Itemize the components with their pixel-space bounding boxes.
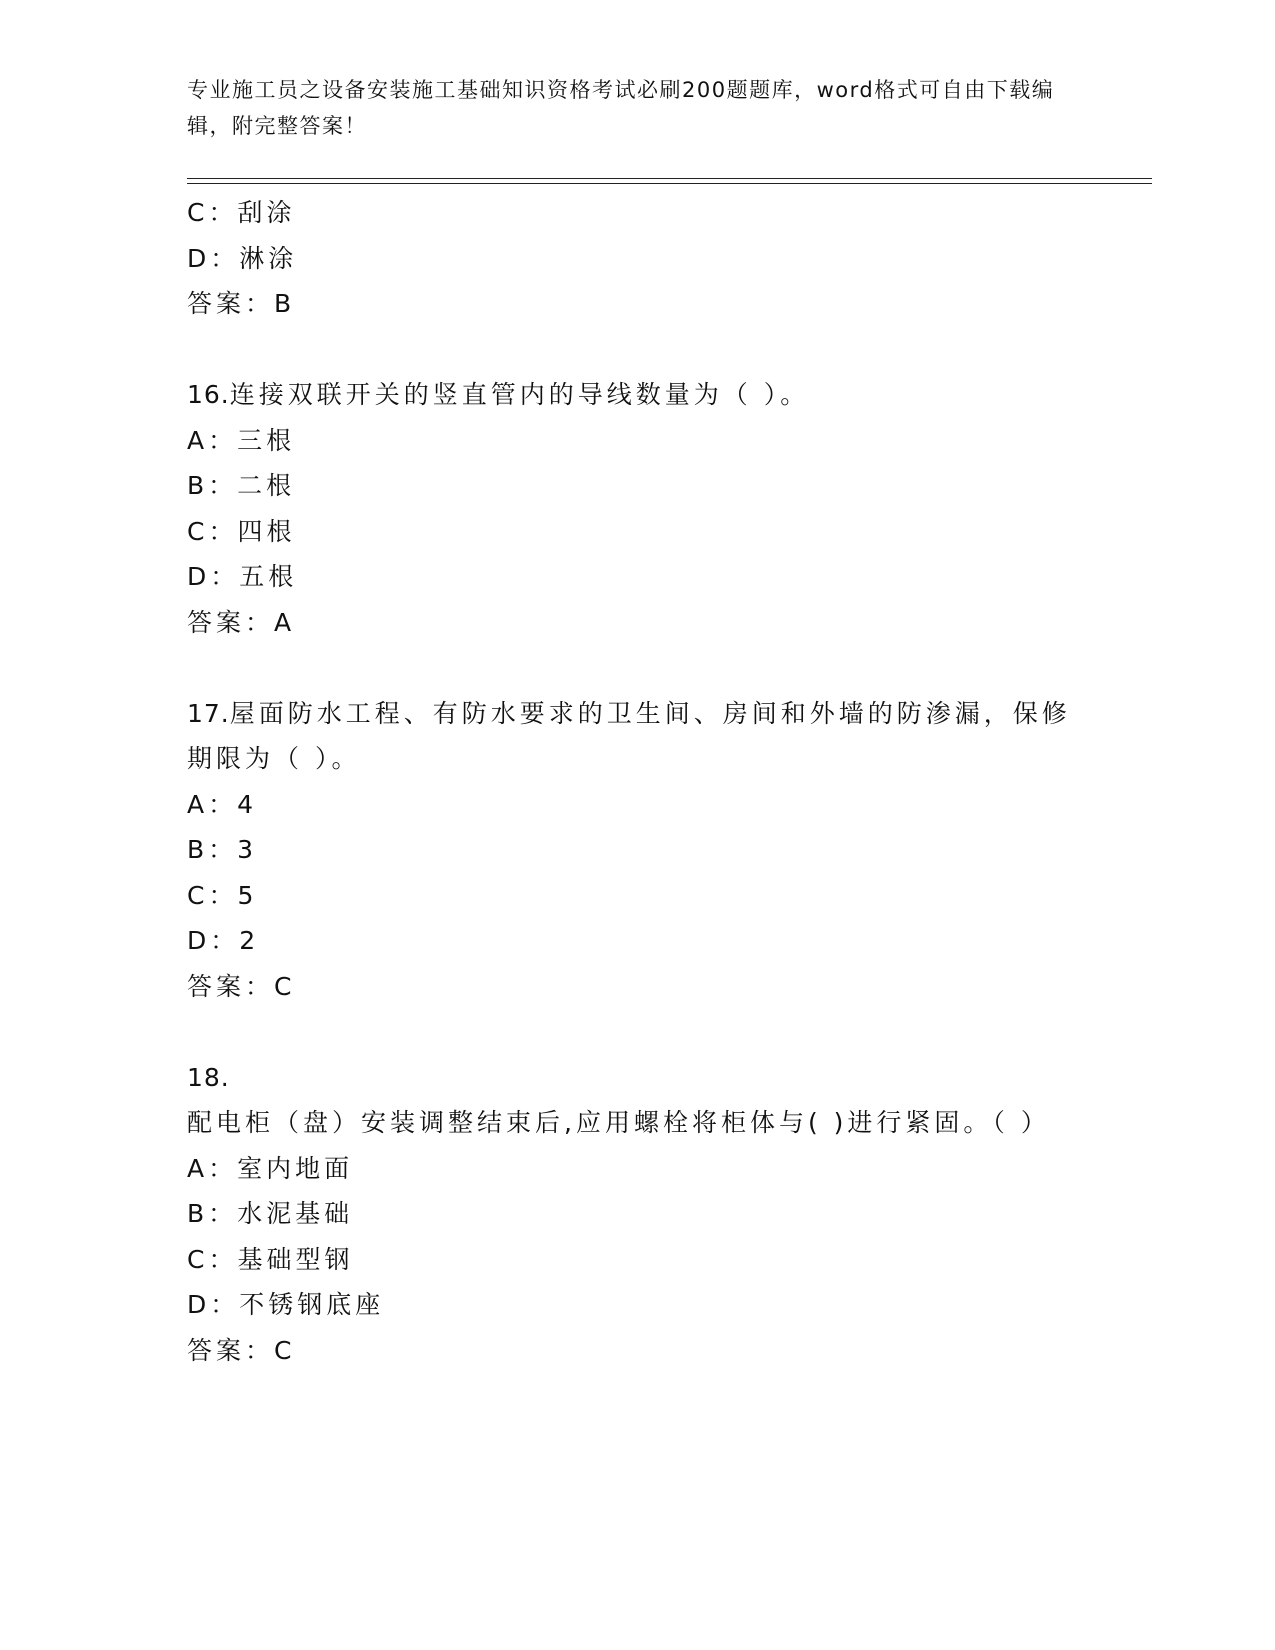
option-text: 5 — [237, 880, 258, 910]
option-a — [187, 1146, 1087, 1192]
question-text — [187, 372, 1087, 418]
option-letter: C： — [187, 198, 238, 227]
option-letter: B： — [187, 1199, 238, 1228]
answer-line: 答案：C — [187, 971, 296, 1001]
document-header — [187, 72, 1067, 144]
option-text: 四根 — [237, 516, 296, 546]
option-c — [187, 190, 1087, 236]
question-stem: 配电柜（盘）安装调整结束后,应用螺栓将柜体与( )进行紧固。（ ） — [187, 1108, 1050, 1137]
option-letter: D： — [187, 243, 240, 273]
question-list — [187, 190, 1087, 1373]
option-text: 2 — [239, 926, 260, 955]
option-d — [187, 236, 1087, 282]
header-divider-bottom — [187, 183, 1152, 184]
question-number: 17. — [187, 698, 230, 728]
spacer — [187, 645, 1087, 691]
option-letter: A： — [187, 425, 238, 455]
option-letter: D： — [187, 1290, 240, 1319]
question-stem: 屋面防水工程、有防水要求的卫生间、房间和外墙的防渗漏，保修期限为（ ）。 — [187, 698, 1071, 773]
option-letter: C： — [187, 516, 238, 546]
option-text: 三根 — [237, 425, 296, 455]
option-a — [187, 782, 1087, 828]
question-15-continuation — [187, 190, 1087, 327]
document-title: 专业施工员之设备安装施工基础知识资格考试必刷200题题库，word格式可自由下载编辑，附完整答案！ — [187, 78, 1055, 138]
answer-line: 答案：A — [187, 607, 296, 637]
question-17 — [187, 691, 1087, 1010]
question-text — [187, 691, 1087, 782]
option-letter: D： — [187, 562, 240, 591]
option-a — [187, 418, 1087, 464]
option-letter: C： — [187, 1244, 238, 1274]
spacer — [187, 327, 1087, 373]
option-text: 不锈钢底座 — [239, 1290, 385, 1319]
option-letter: D： — [187, 926, 240, 955]
answer-line: 答案：B — [187, 289, 296, 318]
option-b — [187, 1191, 1087, 1237]
option-text: 室内地面 — [237, 1153, 354, 1183]
question-number: 18. — [187, 1062, 230, 1092]
header-divider-top — [187, 178, 1152, 179]
question-stem: 连接双联开关的竖直管内的导线数量为（ ）。 — [229, 380, 810, 409]
spacer — [187, 1009, 1087, 1055]
option-letter: A： — [187, 789, 238, 819]
option-letter: B： — [187, 835, 238, 864]
option-b — [187, 463, 1087, 509]
option-c — [187, 873, 1087, 919]
question-number: 16. — [187, 380, 230, 409]
option-text: 水泥基础 — [237, 1199, 354, 1228]
option-c — [187, 509, 1087, 555]
option-text: 基础型钢 — [237, 1244, 354, 1274]
option-b — [187, 827, 1087, 873]
option-text: 4 — [237, 789, 258, 819]
option-d — [187, 918, 1087, 964]
answer-line: 答案：C — [187, 1335, 296, 1365]
option-text: 五根 — [239, 562, 298, 591]
question-18 — [187, 1055, 1087, 1374]
option-d — [187, 1282, 1087, 1328]
question-16 — [187, 372, 1087, 645]
question-text — [187, 1055, 1087, 1146]
option-text: 二根 — [237, 471, 296, 500]
option-text: 淋涂 — [239, 243, 298, 273]
option-letter: C： — [187, 880, 238, 910]
option-c — [187, 1237, 1087, 1283]
option-letter: A： — [187, 1153, 238, 1183]
option-text: 刮涂 — [237, 198, 296, 227]
option-text: 3 — [237, 835, 258, 864]
option-letter: B： — [187, 471, 238, 500]
option-d — [187, 554, 1087, 600]
